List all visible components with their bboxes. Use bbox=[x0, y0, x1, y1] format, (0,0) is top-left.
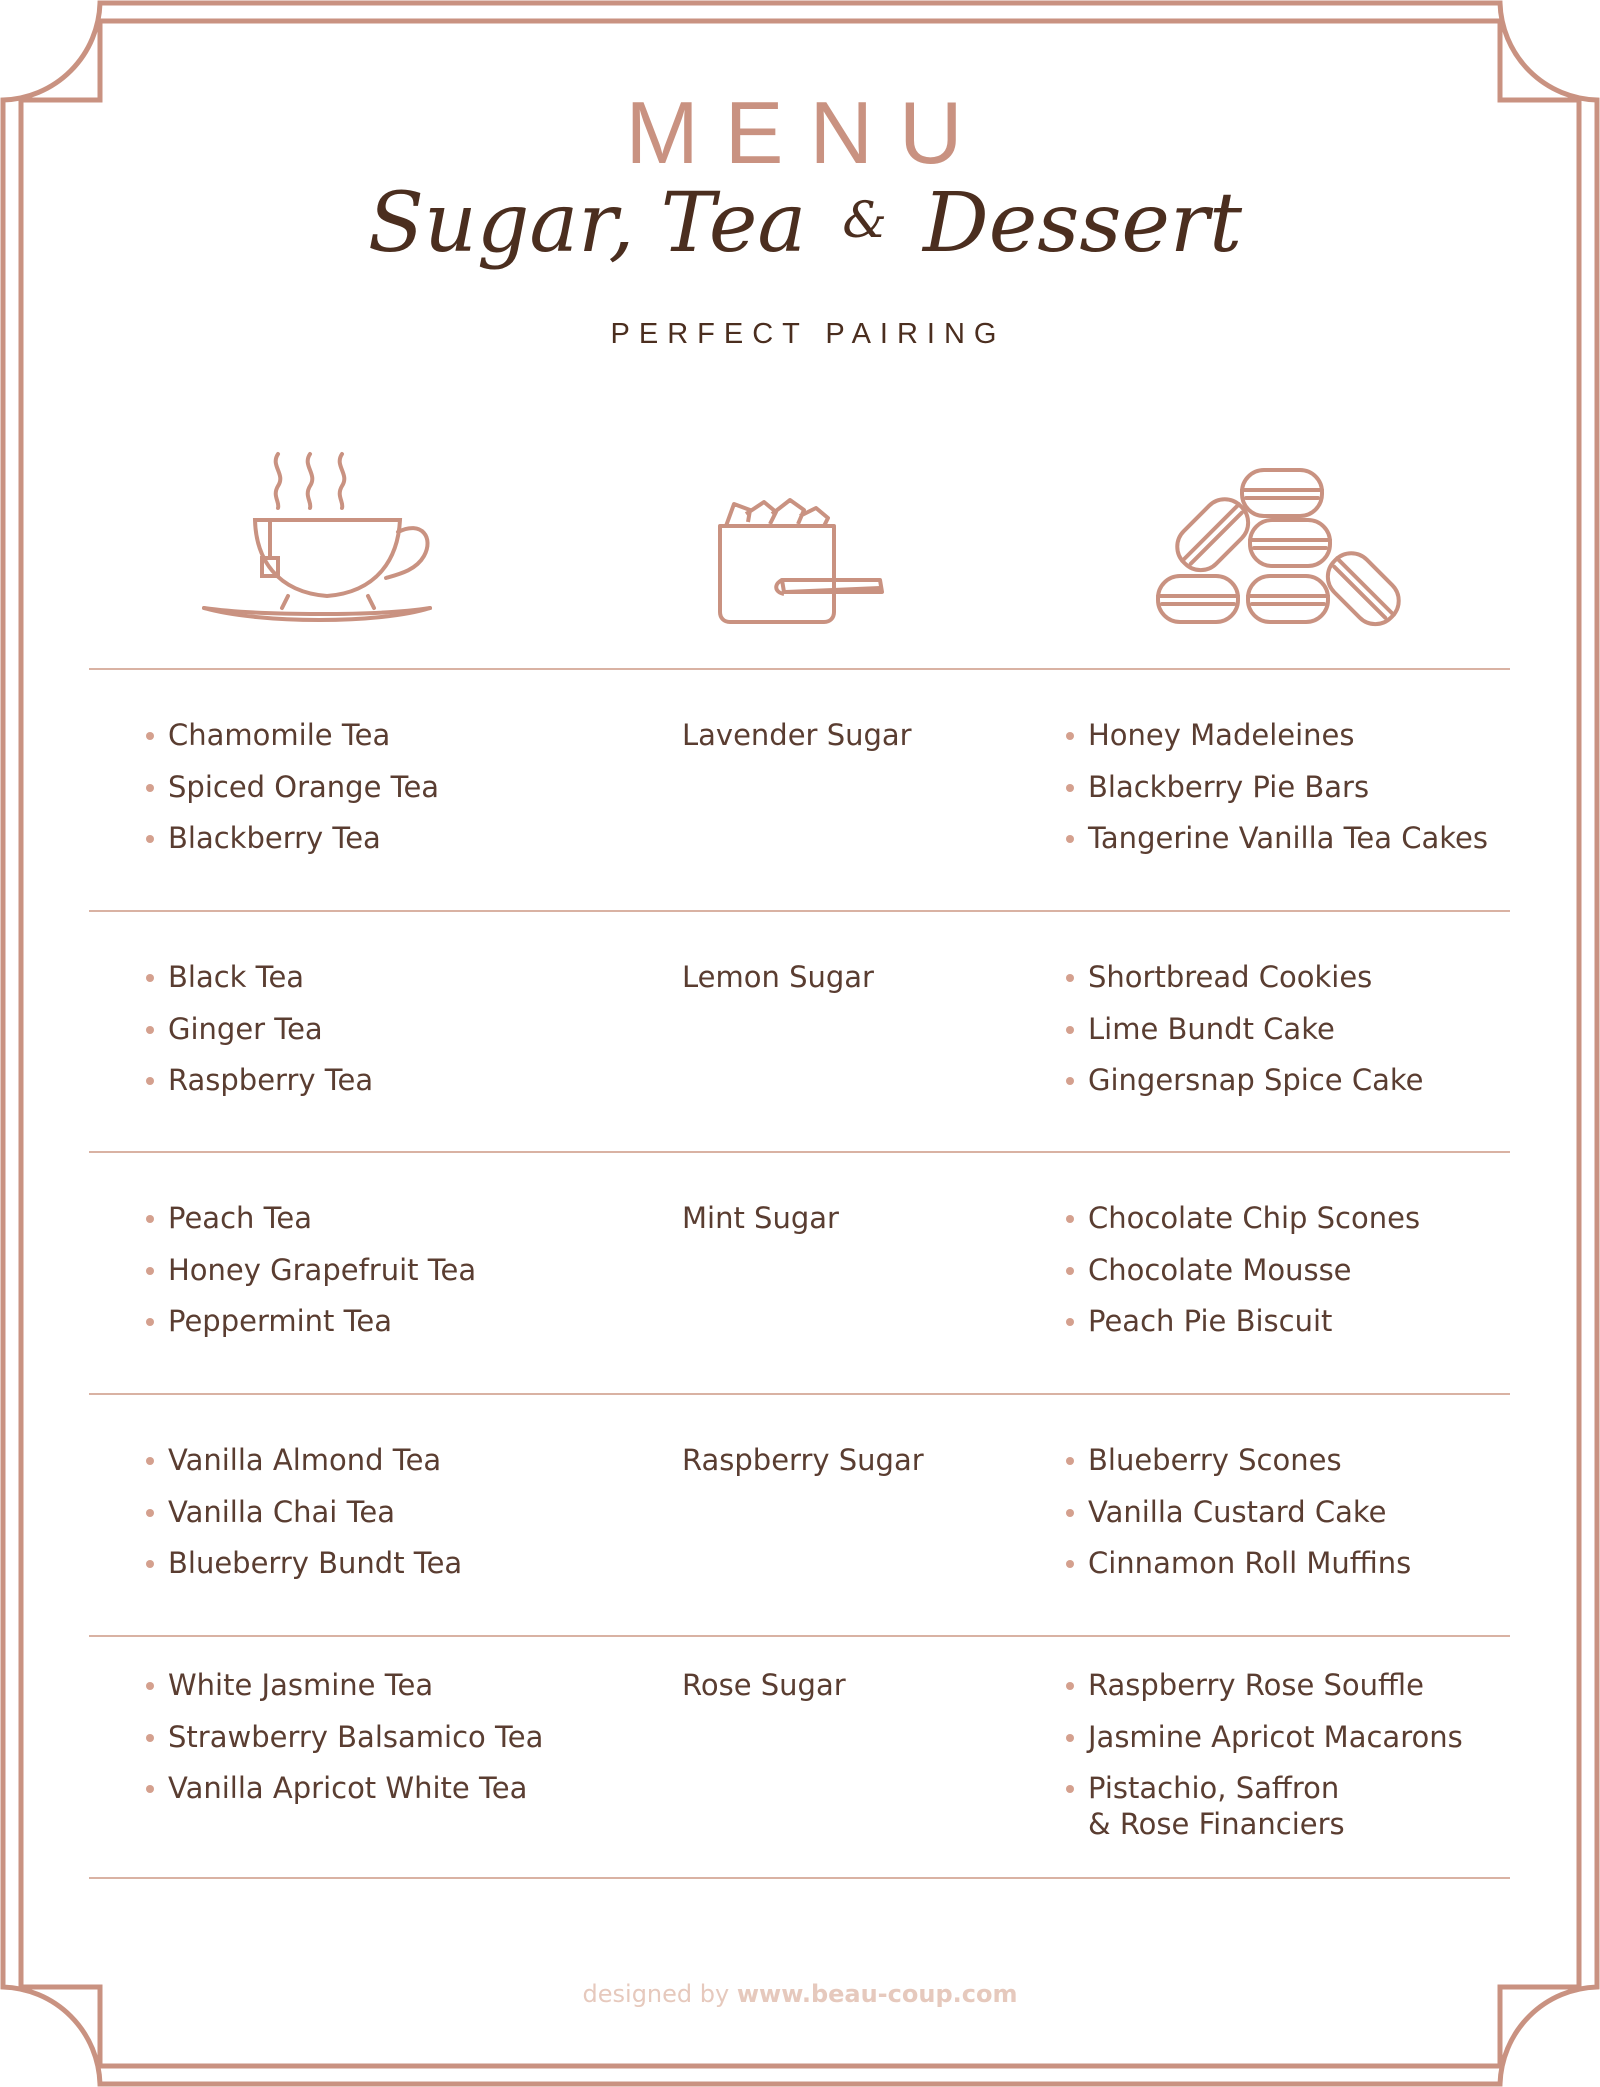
list-item: Vanilla Custard Cake bbox=[1066, 1494, 1411, 1530]
divider bbox=[89, 1635, 1510, 1637]
sugar-bowl-icon bbox=[712, 488, 892, 628]
list-item: Blackberry Tea bbox=[146, 820, 439, 856]
list-item: Vanilla Almond Tea bbox=[146, 1442, 462, 1478]
list-item: Black Tea bbox=[146, 959, 373, 995]
divider bbox=[89, 1151, 1510, 1153]
dessert-list bbox=[1066, 717, 1488, 872]
list-item: Chocolate Chip Scones bbox=[1066, 1200, 1420, 1236]
list-item: Gingersnap Spice Cake bbox=[1066, 1062, 1423, 1098]
script-title-word-3: Dessert bbox=[923, 176, 1243, 271]
list-item: Chamomile Tea bbox=[146, 717, 439, 753]
sugar-column bbox=[682, 1442, 924, 1494]
footer-prefix: designed by bbox=[582, 1980, 730, 2008]
sugar-item: Lavender Sugar bbox=[682, 718, 912, 752]
dessert-list bbox=[1066, 959, 1423, 1114]
teacup-icon bbox=[190, 440, 450, 630]
tea-list bbox=[146, 1200, 476, 1355]
list-item-continuation: & Rose Financiers bbox=[1088, 1807, 1345, 1841]
footer-credit bbox=[0, 1980, 1600, 2008]
list-item: Honey Grapefruit Tea bbox=[146, 1252, 476, 1288]
tea-list bbox=[146, 717, 439, 872]
list-item: Peach Tea bbox=[146, 1200, 476, 1236]
sugar-item: Rose Sugar bbox=[682, 1668, 846, 1702]
list-item: Peach Pie Biscuit bbox=[1066, 1303, 1420, 1339]
list-item: Ginger Tea bbox=[146, 1011, 373, 1047]
list-item: Raspberry Tea bbox=[146, 1062, 373, 1098]
list-item: Blackberry Pie Bars bbox=[1066, 769, 1488, 805]
sugar-item: Lemon Sugar bbox=[682, 960, 874, 994]
dessert-list bbox=[1066, 1442, 1411, 1597]
dessert-list bbox=[1066, 1200, 1420, 1355]
subtitle: PERFECT PAIRING bbox=[610, 318, 1006, 350]
list-item: Spiced Orange Tea bbox=[146, 769, 439, 805]
list-item: Honey Madeleines bbox=[1066, 717, 1488, 753]
tea-list bbox=[146, 1667, 543, 1822]
script-title-ampersand: & bbox=[842, 191, 887, 249]
script-title bbox=[0, 176, 1600, 271]
sugar-column bbox=[682, 959, 874, 1011]
divider bbox=[89, 910, 1510, 912]
sugar-column bbox=[682, 1667, 846, 1719]
sugar-item: Raspberry Sugar bbox=[682, 1443, 924, 1477]
sugar-column bbox=[682, 1200, 839, 1252]
list-item: Peppermint Tea bbox=[146, 1303, 476, 1339]
sugar-column bbox=[682, 717, 912, 769]
list-item: Raspberry Rose Souffle bbox=[1066, 1667, 1463, 1703]
list-item: Pistachio, Saffron bbox=[1066, 1770, 1463, 1806]
list-item: Strawberry Balsamico Tea bbox=[146, 1719, 543, 1755]
list-item: Vanilla Chai Tea bbox=[146, 1494, 462, 1530]
list-item: Blueberry Bundt Tea bbox=[146, 1545, 462, 1581]
list-item: Shortbread Cookies bbox=[1066, 959, 1423, 995]
divider bbox=[89, 668, 1510, 670]
divider bbox=[89, 1393, 1510, 1395]
tea-list bbox=[146, 959, 373, 1114]
sugar-item: Mint Sugar bbox=[682, 1201, 839, 1235]
list-item: Vanilla Apricot White Tea bbox=[146, 1770, 543, 1806]
dessert-list bbox=[1066, 1667, 1463, 1858]
footer-link[interactable]: www.beau-coup.com bbox=[736, 1980, 1018, 2008]
divider bbox=[89, 1877, 1510, 1879]
list-item: Lime Bundt Cake bbox=[1066, 1011, 1423, 1047]
script-title-word-1: Sugar, bbox=[367, 176, 635, 271]
list-item: Blueberry Scones bbox=[1066, 1442, 1411, 1478]
list-item: Jasmine Apricot Macarons bbox=[1066, 1719, 1463, 1755]
list-item: Chocolate Mousse bbox=[1066, 1252, 1420, 1288]
macarons-icon bbox=[1152, 464, 1404, 634]
page-title: MENU bbox=[625, 83, 989, 182]
script-title-word-2: Tea bbox=[660, 176, 807, 271]
list-item: Tangerine Vanilla Tea Cakes bbox=[1066, 820, 1488, 856]
list-item: White Jasmine Tea bbox=[146, 1667, 543, 1703]
tea-list bbox=[146, 1442, 462, 1597]
list-item: Cinnamon Roll Muffins bbox=[1066, 1545, 1411, 1581]
